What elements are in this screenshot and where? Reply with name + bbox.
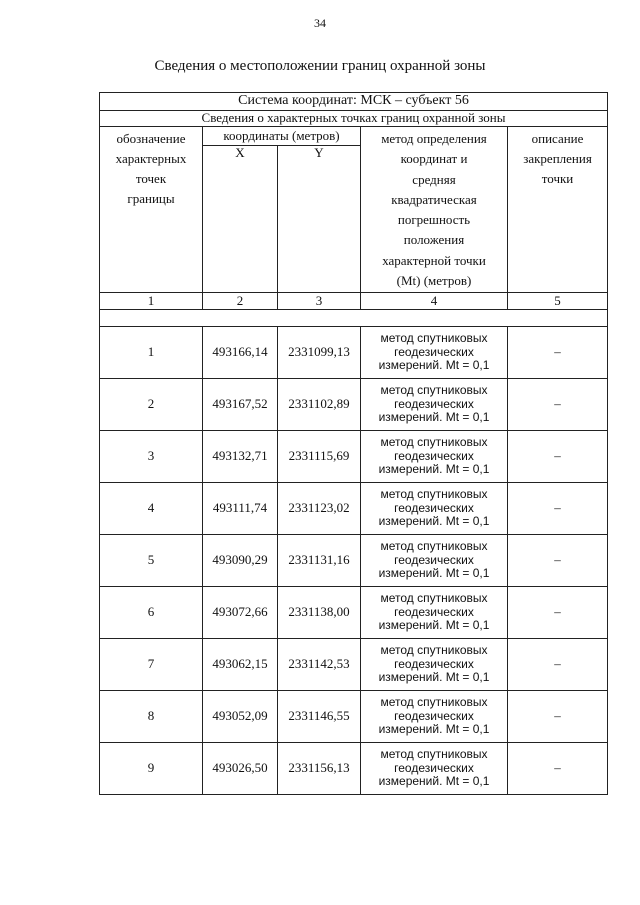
table-row <box>100 535 608 587</box>
point-number: 9 <box>100 743 203 795</box>
method-line: метод спутниковых <box>380 590 488 605</box>
spacer-row <box>100 310 608 327</box>
method-line: геодезических <box>394 344 474 359</box>
method-cell <box>361 431 508 483</box>
header-x: X <box>203 146 278 293</box>
method-line: метод спутниковых <box>380 538 488 553</box>
method-line: метод спутниковых <box>380 642 488 657</box>
method-cell <box>361 639 508 691</box>
table-row <box>100 639 608 691</box>
column-number-row <box>100 293 608 310</box>
coordinate-y: 2331142,53 <box>278 639 361 691</box>
coordinate-x: 493052,09 <box>203 691 278 743</box>
method-line: измерений. Mt = 0,1 <box>378 774 490 789</box>
coordinate-y: 2331099,13 <box>278 327 361 379</box>
method-line: геодезических <box>394 396 474 411</box>
header-point-designation: обозначение характерных точек границы <box>100 127 203 293</box>
method-line: метод спутниковых <box>380 694 488 709</box>
point-description: – <box>508 535 608 587</box>
method-line: измерений. Mt = 0,1 <box>378 618 490 633</box>
method-line: измерений. Mt = 0,1 <box>378 722 490 737</box>
point-description: – <box>508 431 608 483</box>
coordinate-y: 2331131,16 <box>278 535 361 587</box>
method-line: измерений. Mt = 0,1 <box>378 410 490 425</box>
method-cell <box>361 483 508 535</box>
method-line: метод спутниковых <box>380 486 488 501</box>
method-line: метод спутниковых <box>380 382 488 397</box>
point-number: 3 <box>100 431 203 483</box>
point-description: – <box>508 639 608 691</box>
method-cell <box>361 691 508 743</box>
method-line: метод спутниковых <box>380 746 488 761</box>
method-cell <box>361 379 508 431</box>
method-cell <box>361 743 508 795</box>
point-description: – <box>508 587 608 639</box>
table-row <box>100 743 608 795</box>
method-line: геодезических <box>394 656 474 671</box>
document-title: Сведения о местоположении границ охранной зоны <box>154 58 486 74</box>
column-number: 1 <box>100 293 203 310</box>
method-cell <box>361 535 508 587</box>
method-line: геодезических <box>394 448 474 463</box>
point-description: – <box>508 483 608 535</box>
column-number: 3 <box>278 293 361 310</box>
column-number: 2 <box>203 293 278 310</box>
method-line: измерений. Mt = 0,1 <box>378 514 490 529</box>
column-number: 5 <box>508 293 608 310</box>
table-row <box>100 379 608 431</box>
method-line: измерений. Mt = 0,1 <box>378 670 490 685</box>
page-number: 34 <box>314 16 326 30</box>
point-number: 4 <box>100 483 203 535</box>
table-row <box>100 691 608 743</box>
method-line: геодезических <box>394 500 474 515</box>
point-number: 7 <box>100 639 203 691</box>
column-number: 4 <box>361 293 508 310</box>
method-line: измерений. Mt = 0,1 <box>378 462 490 477</box>
point-number: 6 <box>100 587 203 639</box>
coordinate-y: 2331146,55 <box>278 691 361 743</box>
point-description: – <box>508 743 608 795</box>
coordinate-x: 493132,71 <box>203 431 278 483</box>
point-number: 8 <box>100 691 203 743</box>
point-description: – <box>508 691 608 743</box>
coordinate-x: 493111,74 <box>203 483 278 535</box>
method-cell <box>361 327 508 379</box>
point-number: 1 <box>100 327 203 379</box>
header-coordinates: координаты (метров) <box>203 127 361 146</box>
coordinate-x: 493062,15 <box>203 639 278 691</box>
boundary-points-table <box>99 92 608 795</box>
method-line: геодезических <box>394 760 474 775</box>
table-row <box>100 327 608 379</box>
table-row <box>100 431 608 483</box>
method-line: метод спутниковых <box>380 434 488 449</box>
coordinate-x: 493090,29 <box>203 535 278 587</box>
method-line: измерений. Mt = 0,1 <box>378 358 490 373</box>
point-description: – <box>508 327 608 379</box>
method-line: геодезических <box>394 604 474 619</box>
coordinate-x: 493166,14 <box>203 327 278 379</box>
method-cell <box>361 587 508 639</box>
point-number: 2 <box>100 379 203 431</box>
coordinate-x: 493072,66 <box>203 587 278 639</box>
method-line: метод спутниковых <box>380 330 488 345</box>
coordinate-y: 2331123,02 <box>278 483 361 535</box>
table-row <box>100 587 608 639</box>
method-line: измерений. Mt = 0,1 <box>378 566 490 581</box>
header-y: Y <box>278 146 361 293</box>
section-caption: Сведения о характерных точках границ охранной зоны <box>100 111 608 127</box>
coordinate-y: 2331138,00 <box>278 587 361 639</box>
point-number: 5 <box>100 535 203 587</box>
coordinate-y: 2331115,69 <box>278 431 361 483</box>
coordinate-y: 2331156,13 <box>278 743 361 795</box>
header-description: описание закрепления точки <box>508 127 608 293</box>
table-row <box>100 483 608 535</box>
coordinate-y: 2331102,89 <box>278 379 361 431</box>
header-method: метод определения координат и средняя квадратическая погрешность положения характерной точки (Mt) (метров) <box>361 127 508 293</box>
method-line: геодезических <box>394 552 474 567</box>
point-description: – <box>508 379 608 431</box>
coordinate-x: 493026,50 <box>203 743 278 795</box>
coordinate-x: 493167,52 <box>203 379 278 431</box>
coordinate-system-caption: Система координат: МСК – субъект 56 <box>100 93 608 111</box>
method-line: геодезических <box>394 708 474 723</box>
